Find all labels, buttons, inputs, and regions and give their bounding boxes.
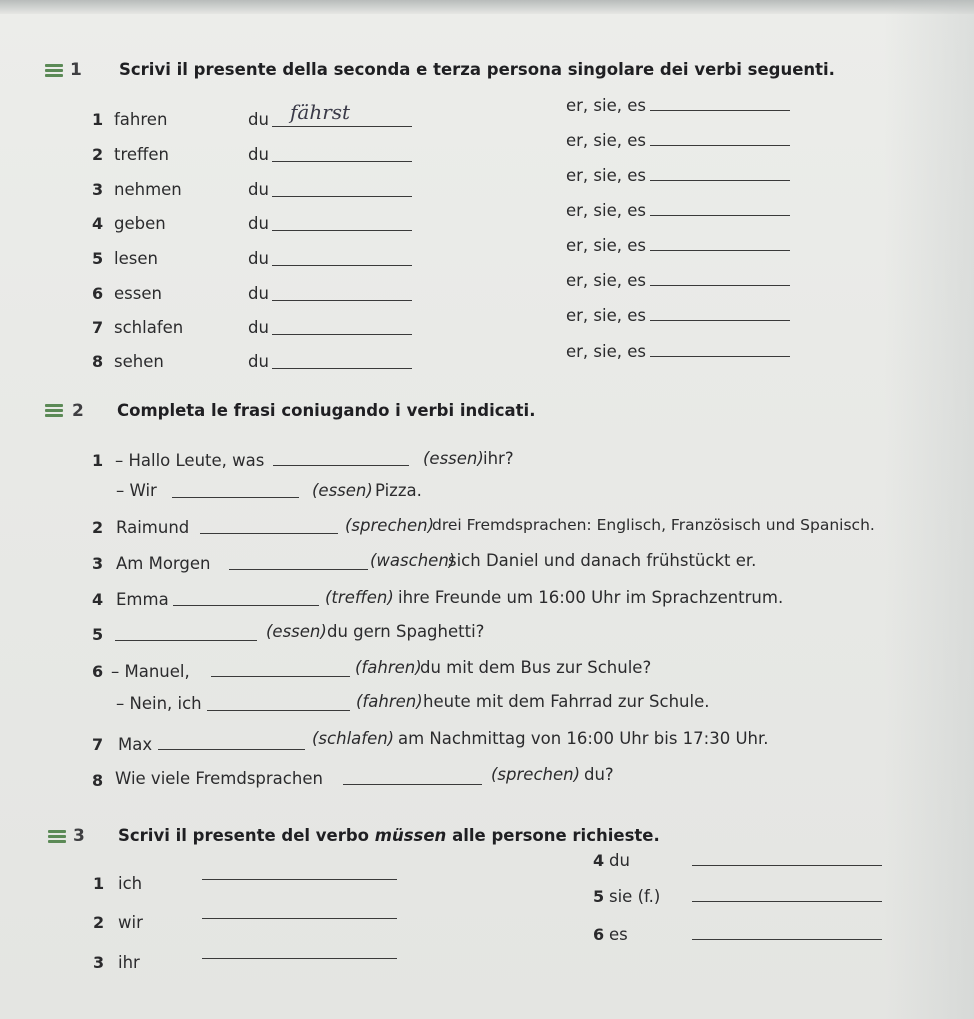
exercise-3-title	[118, 826, 660, 845]
exercise-list-icon	[45, 64, 63, 78]
exercise-1-title: Scrivi il presente della seconda e terza persona singolare dei verbi seguenti.	[119, 60, 835, 79]
verb-hint: (schlafen)	[312, 729, 395, 748]
verb-infinitive: lesen	[114, 249, 158, 268]
sentence-text: – Hallo Leute, was	[115, 451, 265, 470]
pronoun: wir	[118, 913, 143, 932]
verb-infinitive: treffen	[114, 145, 170, 164]
verb-hint: (waschen)	[370, 551, 456, 570]
item-number: 1	[93, 874, 105, 893]
sentence-text: drei Fremdsprachen: Englisch, Französisch und Spanisch.	[432, 516, 875, 534]
sentence-text: du?	[584, 765, 614, 784]
du-label: du	[248, 284, 269, 303]
sentence-text: am Nachmittag von 16:00 Uhr bis 17:30 Uhr.	[398, 729, 769, 748]
handwritten-answer: fährst	[290, 100, 351, 124]
sentence-text: sich Daniel und danach frühstückt er.	[448, 551, 757, 570]
sentence-text: – Nein, ich	[116, 694, 202, 713]
sentence-number: 3	[92, 554, 104, 573]
answer-line[interactable]	[692, 865, 882, 866]
sentence-text: Raimund	[116, 518, 190, 537]
du-answer-line[interactable]	[272, 334, 412, 335]
item-number: 3	[92, 180, 104, 199]
sentence-text: heute mit dem Fahrrad zur Schule.	[423, 692, 710, 711]
item-number: 1	[92, 110, 104, 129]
answer-line[interactable]	[692, 939, 882, 940]
sentence-number: 4	[92, 590, 104, 609]
exercise-2-title: Completa le frasi coniugando i verbi indicati.	[117, 401, 536, 420]
answer-line[interactable]	[202, 958, 397, 959]
page-top-edge	[0, 0, 974, 14]
sentence-number: 7	[92, 735, 104, 754]
exercise-1-number: 1	[70, 60, 82, 80]
du-answer-line[interactable]	[272, 300, 412, 301]
verb-hint: (essen)	[266, 622, 327, 641]
sentence-number: 6	[92, 662, 104, 681]
answer-line[interactable]	[173, 605, 319, 606]
answer-line[interactable]	[207, 710, 350, 711]
du-label: du	[248, 145, 269, 164]
page-shadow	[884, 0, 974, 1019]
er-answer-line[interactable]	[650, 320, 790, 321]
pronoun: ihr	[118, 953, 140, 972]
answer-line[interactable]	[202, 879, 397, 880]
sentence-number: 2	[92, 518, 104, 537]
du-label: du	[248, 214, 269, 233]
du-answer-line[interactable]	[272, 196, 412, 197]
er-sie-es-label: er, sie, es	[566, 236, 646, 255]
du-label: du	[248, 352, 269, 371]
du-label: du	[248, 249, 269, 268]
er-sie-es-label: er, sie, es	[566, 271, 646, 290]
pronoun: ich	[118, 874, 143, 893]
er-answer-line[interactable]	[650, 110, 790, 111]
answer-line[interactable]	[200, 533, 338, 534]
sentence-number: 1	[92, 451, 104, 470]
du-answer-line[interactable]	[272, 368, 412, 369]
verb-hint: (sprechen)	[345, 516, 435, 535]
sentence-text: – Wir	[116, 481, 157, 500]
answer-line[interactable]	[273, 465, 409, 466]
exercise-2-number: 2	[72, 401, 84, 421]
exercise-list-icon	[45, 404, 63, 418]
item-number: 8	[92, 352, 104, 371]
exercise-3-title-verb: müssen	[374, 826, 447, 845]
verb-hint: (essen)	[312, 481, 373, 500]
verb-infinitive: nehmen	[114, 180, 182, 199]
sentence-text: Am Morgen	[116, 554, 211, 573]
item-number: 2	[93, 913, 105, 932]
verb-hint: (sprechen)	[491, 765, 581, 784]
verb-hint: (essen)	[423, 449, 484, 468]
du-label: du	[248, 180, 269, 199]
du-label: du	[248, 110, 269, 129]
sentence-text: Pizza.	[375, 481, 422, 500]
er-sie-es-label: er, sie, es	[566, 201, 646, 220]
du-answer-line[interactable]	[272, 230, 412, 231]
du-answer-line[interactable]	[272, 265, 412, 266]
item-number: 6	[92, 284, 104, 303]
answer-line[interactable]	[343, 784, 482, 785]
answer-line[interactable]	[158, 749, 305, 750]
sentence-text: du gern Spaghetti?	[327, 622, 485, 641]
er-sie-es-label: er, sie, es	[566, 166, 646, 185]
sentence-text: Wie viele Fremdsprachen	[115, 769, 323, 788]
sentence-text: Emma	[116, 590, 169, 609]
er-answer-line[interactable]	[650, 215, 790, 216]
item-number: 7	[92, 318, 104, 337]
er-answer-line[interactable]	[650, 145, 790, 146]
er-sie-es-label: er, sie, es	[566, 342, 646, 361]
sentence-text: du mit dem Bus zur Schule?	[420, 658, 652, 677]
er-answer-line[interactable]	[650, 285, 790, 286]
item-number: 5	[593, 887, 605, 906]
item-number: 5	[92, 249, 104, 268]
er-answer-line[interactable]	[650, 250, 790, 251]
verb-infinitive: fahren	[114, 110, 168, 129]
pronoun: sie (f.)	[609, 887, 661, 906]
item-number: 2	[92, 145, 104, 164]
item-number: 6	[593, 925, 605, 944]
sentence-number: 8	[92, 771, 104, 790]
sentence-text: Max	[118, 735, 153, 754]
er-sie-es-label: er, sie, es	[566, 131, 646, 150]
er-sie-es-label: er, sie, es	[566, 96, 646, 115]
exercise-3-title-post: alle persone richieste.	[452, 826, 660, 845]
item-number: 4	[593, 851, 605, 870]
du-answer-line[interactable]	[272, 126, 412, 127]
exercise-3-title-pre: Scrivi il presente del verbo	[118, 826, 370, 845]
verb-infinitive: essen	[114, 284, 162, 303]
verb-infinitive: schlafen	[114, 318, 184, 337]
exercise-3-number: 3	[73, 826, 85, 846]
verb-hint: (fahren)	[355, 658, 422, 677]
answer-line[interactable]	[172, 497, 299, 498]
item-number: 3	[93, 953, 105, 972]
er-answer-line[interactable]	[650, 356, 790, 357]
pronoun: du	[609, 851, 630, 870]
du-label: du	[248, 318, 269, 337]
answer-line[interactable]	[229, 569, 368, 570]
answer-line[interactable]	[211, 676, 350, 677]
verb-infinitive: geben	[114, 214, 166, 233]
verb-hint: (fahren)	[356, 692, 423, 711]
sentence-text: ihr?	[483, 449, 514, 468]
er-answer-line[interactable]	[650, 180, 790, 181]
verb-hint: (treffen)	[325, 588, 394, 607]
sentence-text: ihre Freunde um 16:00 Uhr im Sprachzentrum.	[398, 588, 784, 607]
answer-line[interactable]	[202, 918, 397, 919]
pronoun: es	[609, 925, 628, 944]
du-answer-line[interactable]	[272, 161, 412, 162]
exercise-list-icon	[48, 830, 66, 844]
sentence-number: 5	[92, 625, 104, 644]
answer-line[interactable]	[115, 640, 257, 641]
verb-infinitive: sehen	[114, 352, 164, 371]
er-sie-es-label: er, sie, es	[566, 306, 646, 325]
item-number: 4	[92, 214, 104, 233]
sentence-text: – Manuel,	[111, 662, 190, 681]
answer-line[interactable]	[692, 901, 882, 902]
